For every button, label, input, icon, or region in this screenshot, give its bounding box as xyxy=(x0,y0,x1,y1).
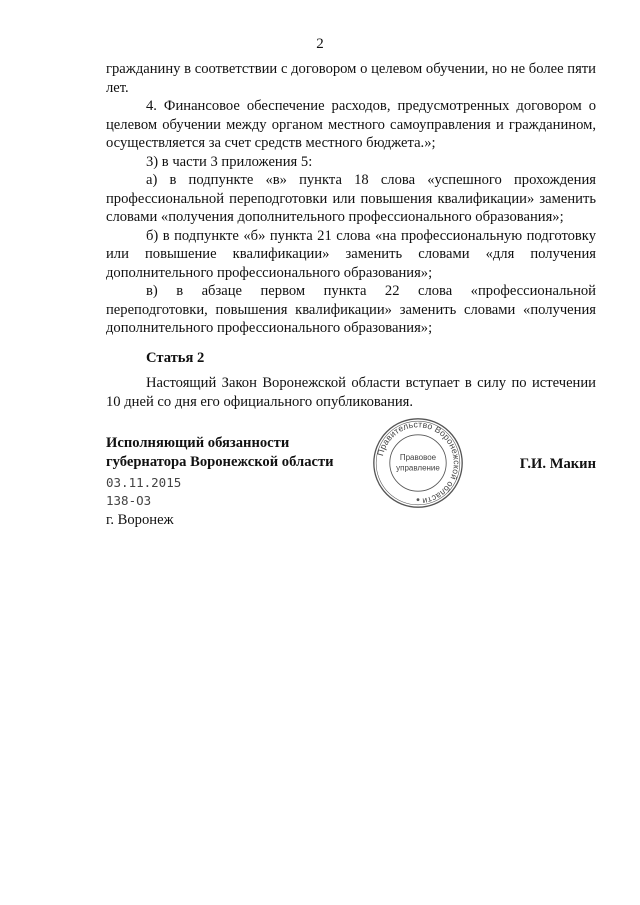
page-number: 2 xyxy=(316,36,324,52)
document-body xyxy=(106,60,596,411)
paragraph-5: б) в подпункте «б» пункта 21 слова «на профессиональную подготовку или повышение квалификации» заменить словами «для получения дополнительного профессионального образования»; xyxy=(106,227,596,281)
signatory-title xyxy=(106,434,334,472)
paragraph-3: 3) в части 3 приложения 5: xyxy=(146,153,313,170)
official-seal-stamp xyxy=(371,416,465,510)
paragraph-6: в) в абзаце первом пункта 22 слова «профессиональной переподготовки, повышения квалификации» заменить словами «получения дополнительного профессионального образования»; xyxy=(106,283,596,336)
signatory-title-line-2: губернатора Воронежской области xyxy=(106,454,334,470)
registration-date: 03.11.2015 xyxy=(106,475,182,490)
signatory-name: Г.И. Макин xyxy=(519,456,596,472)
paragraph-1: гражданину в соответствии с договором о целевом обучении, но не более пяти лет. xyxy=(106,61,596,96)
registration-number: 138-ОЗ xyxy=(106,493,152,508)
paragraph-2: 4. Финансовое обеспечение расходов, предусмотренных договором о целевом обучении между органом местного самоуправления и гражданином, осуществляется за счет средств местного бюджета.»; xyxy=(106,98,596,151)
seal-inner-line-1: Правовое xyxy=(399,453,437,463)
city-name: г. Воронеж xyxy=(106,512,174,528)
seal-inner-line-2: управление xyxy=(396,463,440,473)
paragraph-4: а) в подпункте «в» пункта 18 слова «успешного прохождения профессиональной переподготовки или повышения квалификации» заменить словами «получения дополнительного профессионального образования»; xyxy=(106,172,596,225)
registration-block xyxy=(106,474,181,510)
article-2-text: Настоящий Закон Воронежской области вступает в силу по истечении 10 дней со дня его официального опубликования. xyxy=(106,375,596,410)
signatory-title-line-1: Исполняющий обязанности xyxy=(106,435,290,451)
article-2-heading: Статья 2 xyxy=(146,349,205,366)
seal-outer-text: Правительство Воронежской области xyxy=(375,419,462,507)
